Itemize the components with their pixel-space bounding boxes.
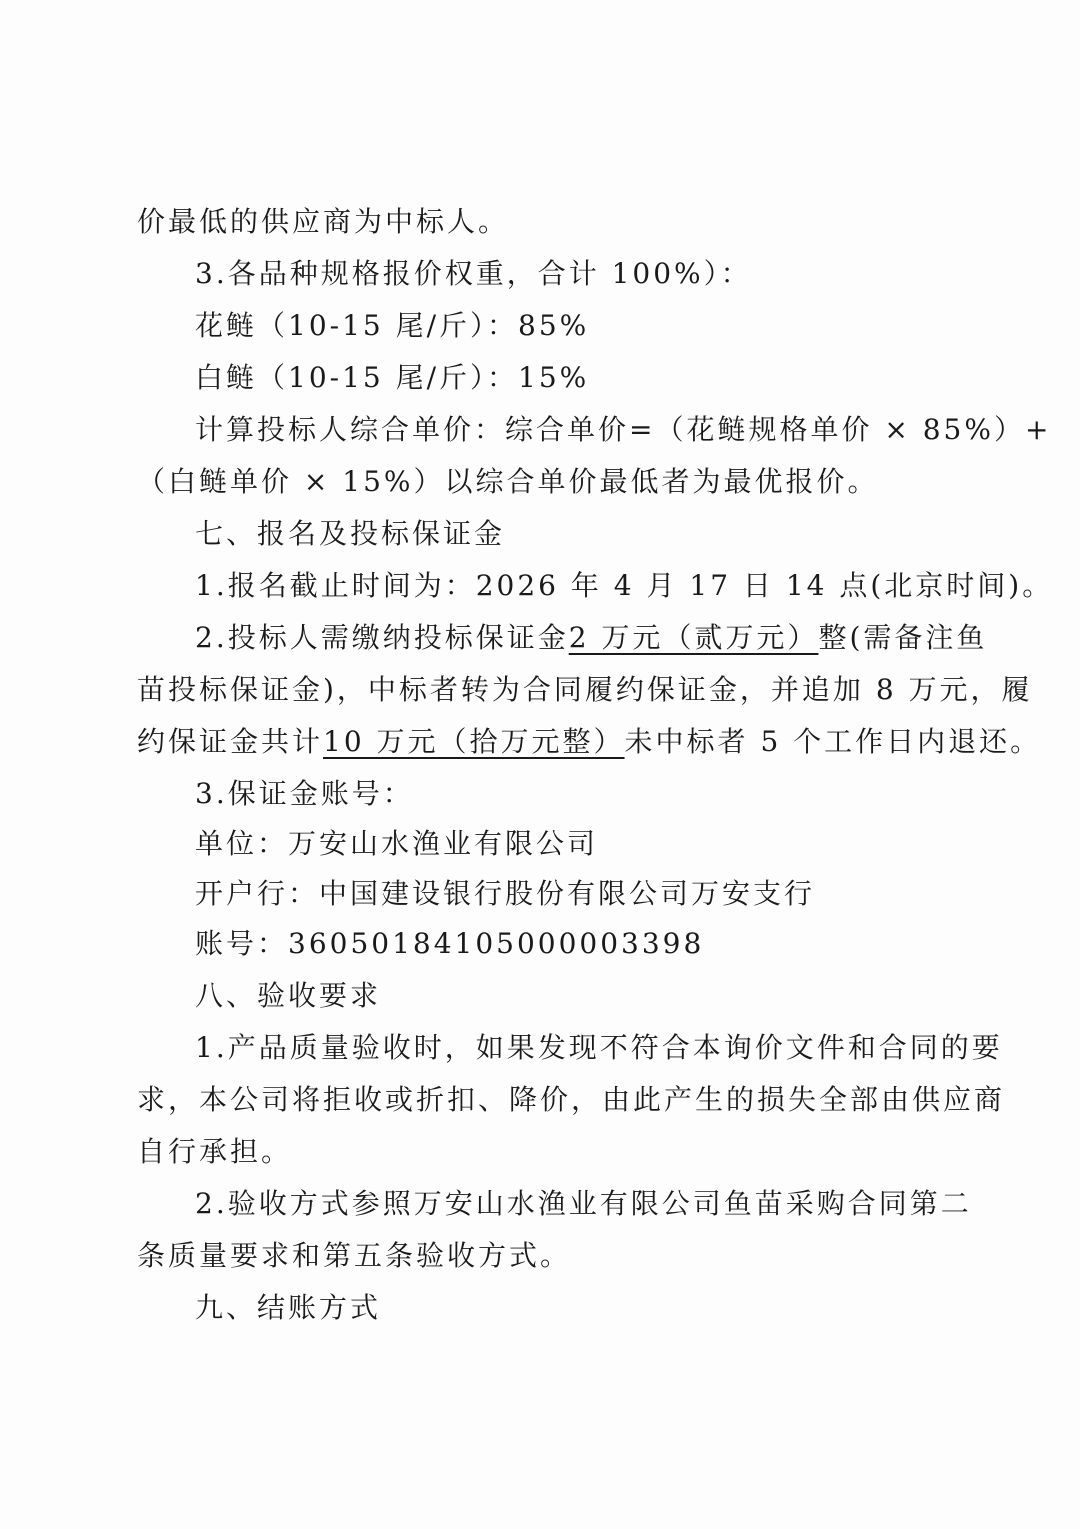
inspection-p2-line-1: 2.验收方式参照万安山水渔业有限公司鱼苗采购合同第二	[195, 1187, 972, 1220]
inspection-p1-line-3: 自行承担。	[137, 1135, 293, 1168]
inspection-p2-line-2: 条质量要求和第五条验收方式。	[137, 1239, 572, 1272]
weight-bighead-carp: 花鲢（10-15 尾/斤）：85%	[195, 309, 590, 342]
deposit-text: 2.投标人需缴纳投标保证金	[195, 621, 569, 654]
deposit-line-2: 苗投标保证金)，中标者转为合同履约保证金，并追加 8 万元，履	[137, 673, 1033, 706]
registration-deadline: 1.报名截止时间为：2026 年 4 月 17 日 14 点(北京时间)。	[195, 569, 1054, 602]
weight-heading: 3.各品种规格报价权重，合计 100%）：	[195, 257, 752, 290]
deposit-text: 约保证金共计	[137, 725, 324, 758]
formula-line-1: 计算投标人综合单价：综合单价=（花鲢规格单价 × 85%）+	[195, 413, 1052, 446]
formula-line-2: （白鲢单价 × 15%）以综合单价最低者为最优报价。	[137, 465, 879, 498]
section-8-title: 八、验收要求	[195, 979, 382, 1012]
performance-deposit-amount: 10 万元（拾万元整）	[323, 725, 625, 758]
deposit-text: 未中标者 5 个工作日内退还。	[624, 725, 1042, 758]
account-number: 账号：36050184105000003398	[195, 927, 705, 960]
account-bank: 开户行：中国建设银行股份有限公司万安支行	[195, 877, 816, 910]
account-title: 3.保证金账号：	[195, 777, 414, 810]
inspection-p1-line-1: 1.产品质量验收时，如果发现不符合本询价文件和合同的要	[195, 1031, 1003, 1064]
weight-silver-carp: 白鲢（10-15 尾/斤）：15%	[195, 361, 590, 394]
deposit-line-3	[137, 722, 1041, 762]
deposit-text: 整(需备注鱼	[818, 621, 988, 654]
deposit-amount: 2 万元（贰万元）	[568, 621, 819, 654]
section-9-title: 九、结账方式	[195, 1291, 382, 1324]
section-7-title: 七、报名及投标保证金	[195, 517, 506, 550]
text-line: 价最低的供应商为中标人。	[137, 205, 510, 238]
deposit-line-1	[195, 618, 987, 658]
inspection-p1-line-2: 求，本公司将拒收或折扣、降价，由此产生的损失全部由供应商	[137, 1083, 1006, 1116]
account-unit: 单位：万安山水渔业有限公司	[195, 827, 599, 860]
